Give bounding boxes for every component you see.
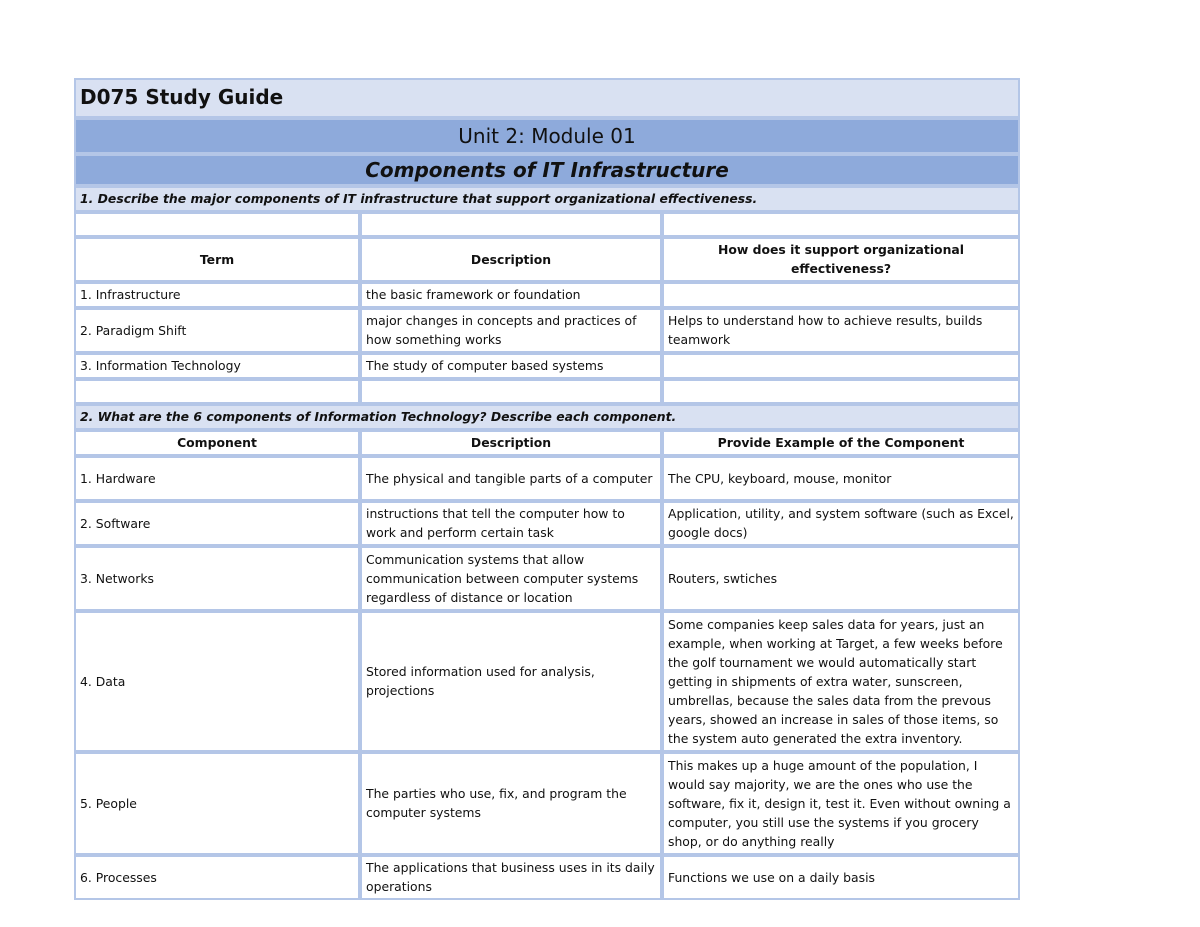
support-cell [662, 282, 1020, 308]
example-cell: Some companies keep sales data for years, just an example, when working at Target, a few weeks before the golf tournament we would automatically start getting in shipments of extra water, sunscreen, umbrellas, because the sales data from the prevous years, showed an increase in sales of those items, so the system auto generated the extra inventory. [662, 611, 1020, 752]
empty-cell [74, 212, 360, 237]
table-header-row [74, 430, 1020, 456]
table-row [74, 456, 1020, 501]
example-cell: The CPU, keyboard, mouse, monitor [662, 456, 1020, 501]
study-guide-table [74, 78, 1020, 900]
empty-cell [74, 379, 360, 404]
section-row [74, 154, 1020, 186]
column-header-component: Component [74, 430, 360, 456]
component-cell: 4. Data [74, 611, 360, 752]
description-cell: The parties who use, fix, and program the computer systems [360, 752, 662, 855]
description-cell: Communication systems that allow communication between computer systems regardless of distance or location [360, 546, 662, 611]
blank-row [74, 212, 1020, 237]
study-guide-sheet [74, 78, 1020, 900]
table-row [74, 501, 1020, 546]
description-cell: instructions that tell the computer how to work and perform certain task [360, 501, 662, 546]
term-cell: 3. Information Technology [74, 353, 360, 379]
description-cell: The physical and tangible parts of a computer [360, 456, 662, 501]
question-row [74, 186, 1020, 212]
description-cell: The applications that business uses in its daily operations [360, 855, 662, 900]
description-cell: the basic framework or foundation [360, 282, 662, 308]
column-header-term: Term [74, 237, 360, 282]
component-cell: 2. Software [74, 501, 360, 546]
table-row [74, 752, 1020, 855]
empty-cell [662, 212, 1020, 237]
table-row [74, 282, 1020, 308]
component-cell: 1. Hardware [74, 456, 360, 501]
unit-row [74, 118, 1020, 154]
component-cell: 5. People [74, 752, 360, 855]
table-row [74, 855, 1020, 900]
section-heading: Components of IT Infrastructure [74, 154, 1020, 186]
table-row [74, 308, 1020, 353]
unit-heading: Unit 2: Module 01 [74, 118, 1020, 154]
term-cell: 2. Paradigm Shift [74, 308, 360, 353]
term-cell: 1. Infrastructure [74, 282, 360, 308]
table-row [74, 546, 1020, 611]
support-cell [662, 353, 1020, 379]
empty-cell [662, 379, 1020, 404]
document-title: D075 Study Guide [74, 78, 1020, 118]
column-header-example: Provide Example of the Component [662, 430, 1020, 456]
example-cell: Application, utility, and system software (such as Excel, google docs) [662, 501, 1020, 546]
description-cell: Stored information used for analysis, projections [360, 611, 662, 752]
example-cell: Functions we use on a daily basis [662, 855, 1020, 900]
example-cell: This makes up a huge amount of the population, I would say majority, we are the ones who use the software, fix it, design it, test it. Even without owning a computer, you still use the systems if you grocery shop, or do anything really [662, 752, 1020, 855]
table-row [74, 353, 1020, 379]
description-cell: The study of computer based systems [360, 353, 662, 379]
column-header-description: Description [360, 237, 662, 282]
blank-row [74, 379, 1020, 404]
component-cell: 3. Networks [74, 546, 360, 611]
question-row [74, 404, 1020, 430]
table-header-row [74, 237, 1020, 282]
question-1: 1. Describe the major components of IT infrastructure that support organizational effectiveness. [74, 186, 1020, 212]
empty-cell [360, 212, 662, 237]
component-cell: 6. Processes [74, 855, 360, 900]
example-cell: Routers, swtiches [662, 546, 1020, 611]
support-cell: Helps to understand how to achieve results, builds teamwork [662, 308, 1020, 353]
question-2: 2. What are the 6 components of Information Technology? Describe each component. [74, 404, 1020, 430]
column-header-support: How does it support organizational effectiveness? [662, 237, 1020, 282]
table-row [74, 611, 1020, 752]
description-cell: major changes in concepts and practices of how something works [360, 308, 662, 353]
empty-cell [360, 379, 662, 404]
column-header-description: Description [360, 430, 662, 456]
title-row [74, 78, 1020, 118]
